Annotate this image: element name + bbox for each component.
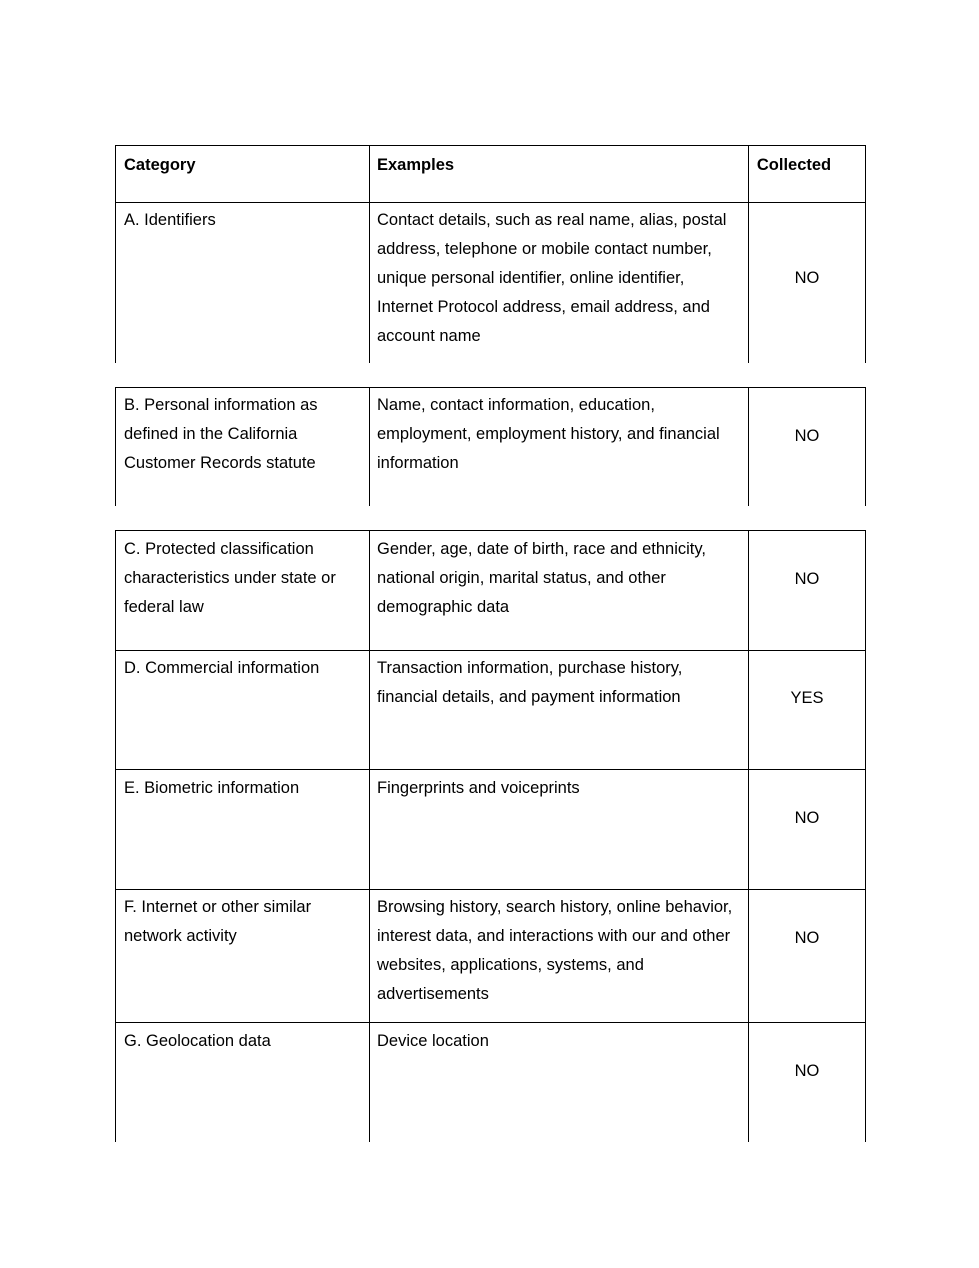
table-border	[748, 145, 749, 363]
row-b-examples: Name, contact information, education, employment, employment history, and financial information	[377, 396, 720, 472]
table-border	[115, 1022, 866, 1023]
table-border	[115, 145, 116, 363]
table-border	[115, 145, 866, 146]
row-d-category: D. Commercial information	[124, 659, 320, 677]
row-f-category: F. Internet or other similar network activity	[124, 898, 312, 945]
table-border	[748, 530, 749, 1142]
row-g-examples: Device location	[377, 1032, 489, 1050]
row-e-collected: NO	[794, 809, 820, 827]
table-border	[865, 387, 866, 506]
row-a-collected: NO	[794, 269, 820, 287]
row-f-collected: NO	[794, 929, 820, 947]
row-g-category: G. Geolocation data	[124, 1032, 271, 1050]
row-e-examples: Fingerprints and voiceprints	[377, 779, 580, 797]
row-d-collected: YES	[790, 689, 824, 707]
table-border	[115, 387, 866, 388]
row-b-category: B. Personal information as defined in the California Customer Records statute	[124, 396, 318, 472]
row-c-category: C. Protected classification characteristics under state or federal law	[124, 540, 336, 616]
header-collected: Collected	[756, 156, 832, 174]
header-category: Category	[124, 156, 196, 174]
table-border	[865, 145, 866, 363]
row-f-examples: Browsing history, search history, online behavior, interest data, and interactions with our and other websites, applications, systems, and advertisements	[377, 898, 733, 1003]
table-border	[369, 145, 370, 363]
table-border	[115, 530, 866, 531]
table-border	[115, 889, 866, 890]
table-border	[369, 387, 370, 506]
row-a-examples: Contact details, such as real name, alias, postal address, telephone or mobile contact number, unique personal identifier, online identifier, Internet Protocol address, email address, and account name	[377, 211, 727, 345]
table-border	[865, 530, 866, 1142]
table-border	[115, 202, 866, 203]
table-border	[115, 387, 116, 506]
table-border	[115, 650, 866, 651]
header-examples: Examples	[377, 156, 455, 174]
row-b-collected: NO	[794, 427, 820, 445]
row-c-examples: Gender, age, date of birth, race and ethnicity, national origin, marital status, and other demographic data	[377, 540, 706, 616]
row-c-collected: NO	[794, 570, 820, 588]
row-d-examples: Transaction information, purchase history, financial details, and payment information	[377, 659, 683, 706]
row-e-category: E. Biometric information	[124, 779, 300, 797]
table-border	[115, 530, 116, 1142]
table-border	[369, 530, 370, 1142]
row-g-collected: NO	[794, 1062, 820, 1080]
row-a-category: A. Identifiers	[124, 211, 216, 229]
table-border	[115, 769, 866, 770]
